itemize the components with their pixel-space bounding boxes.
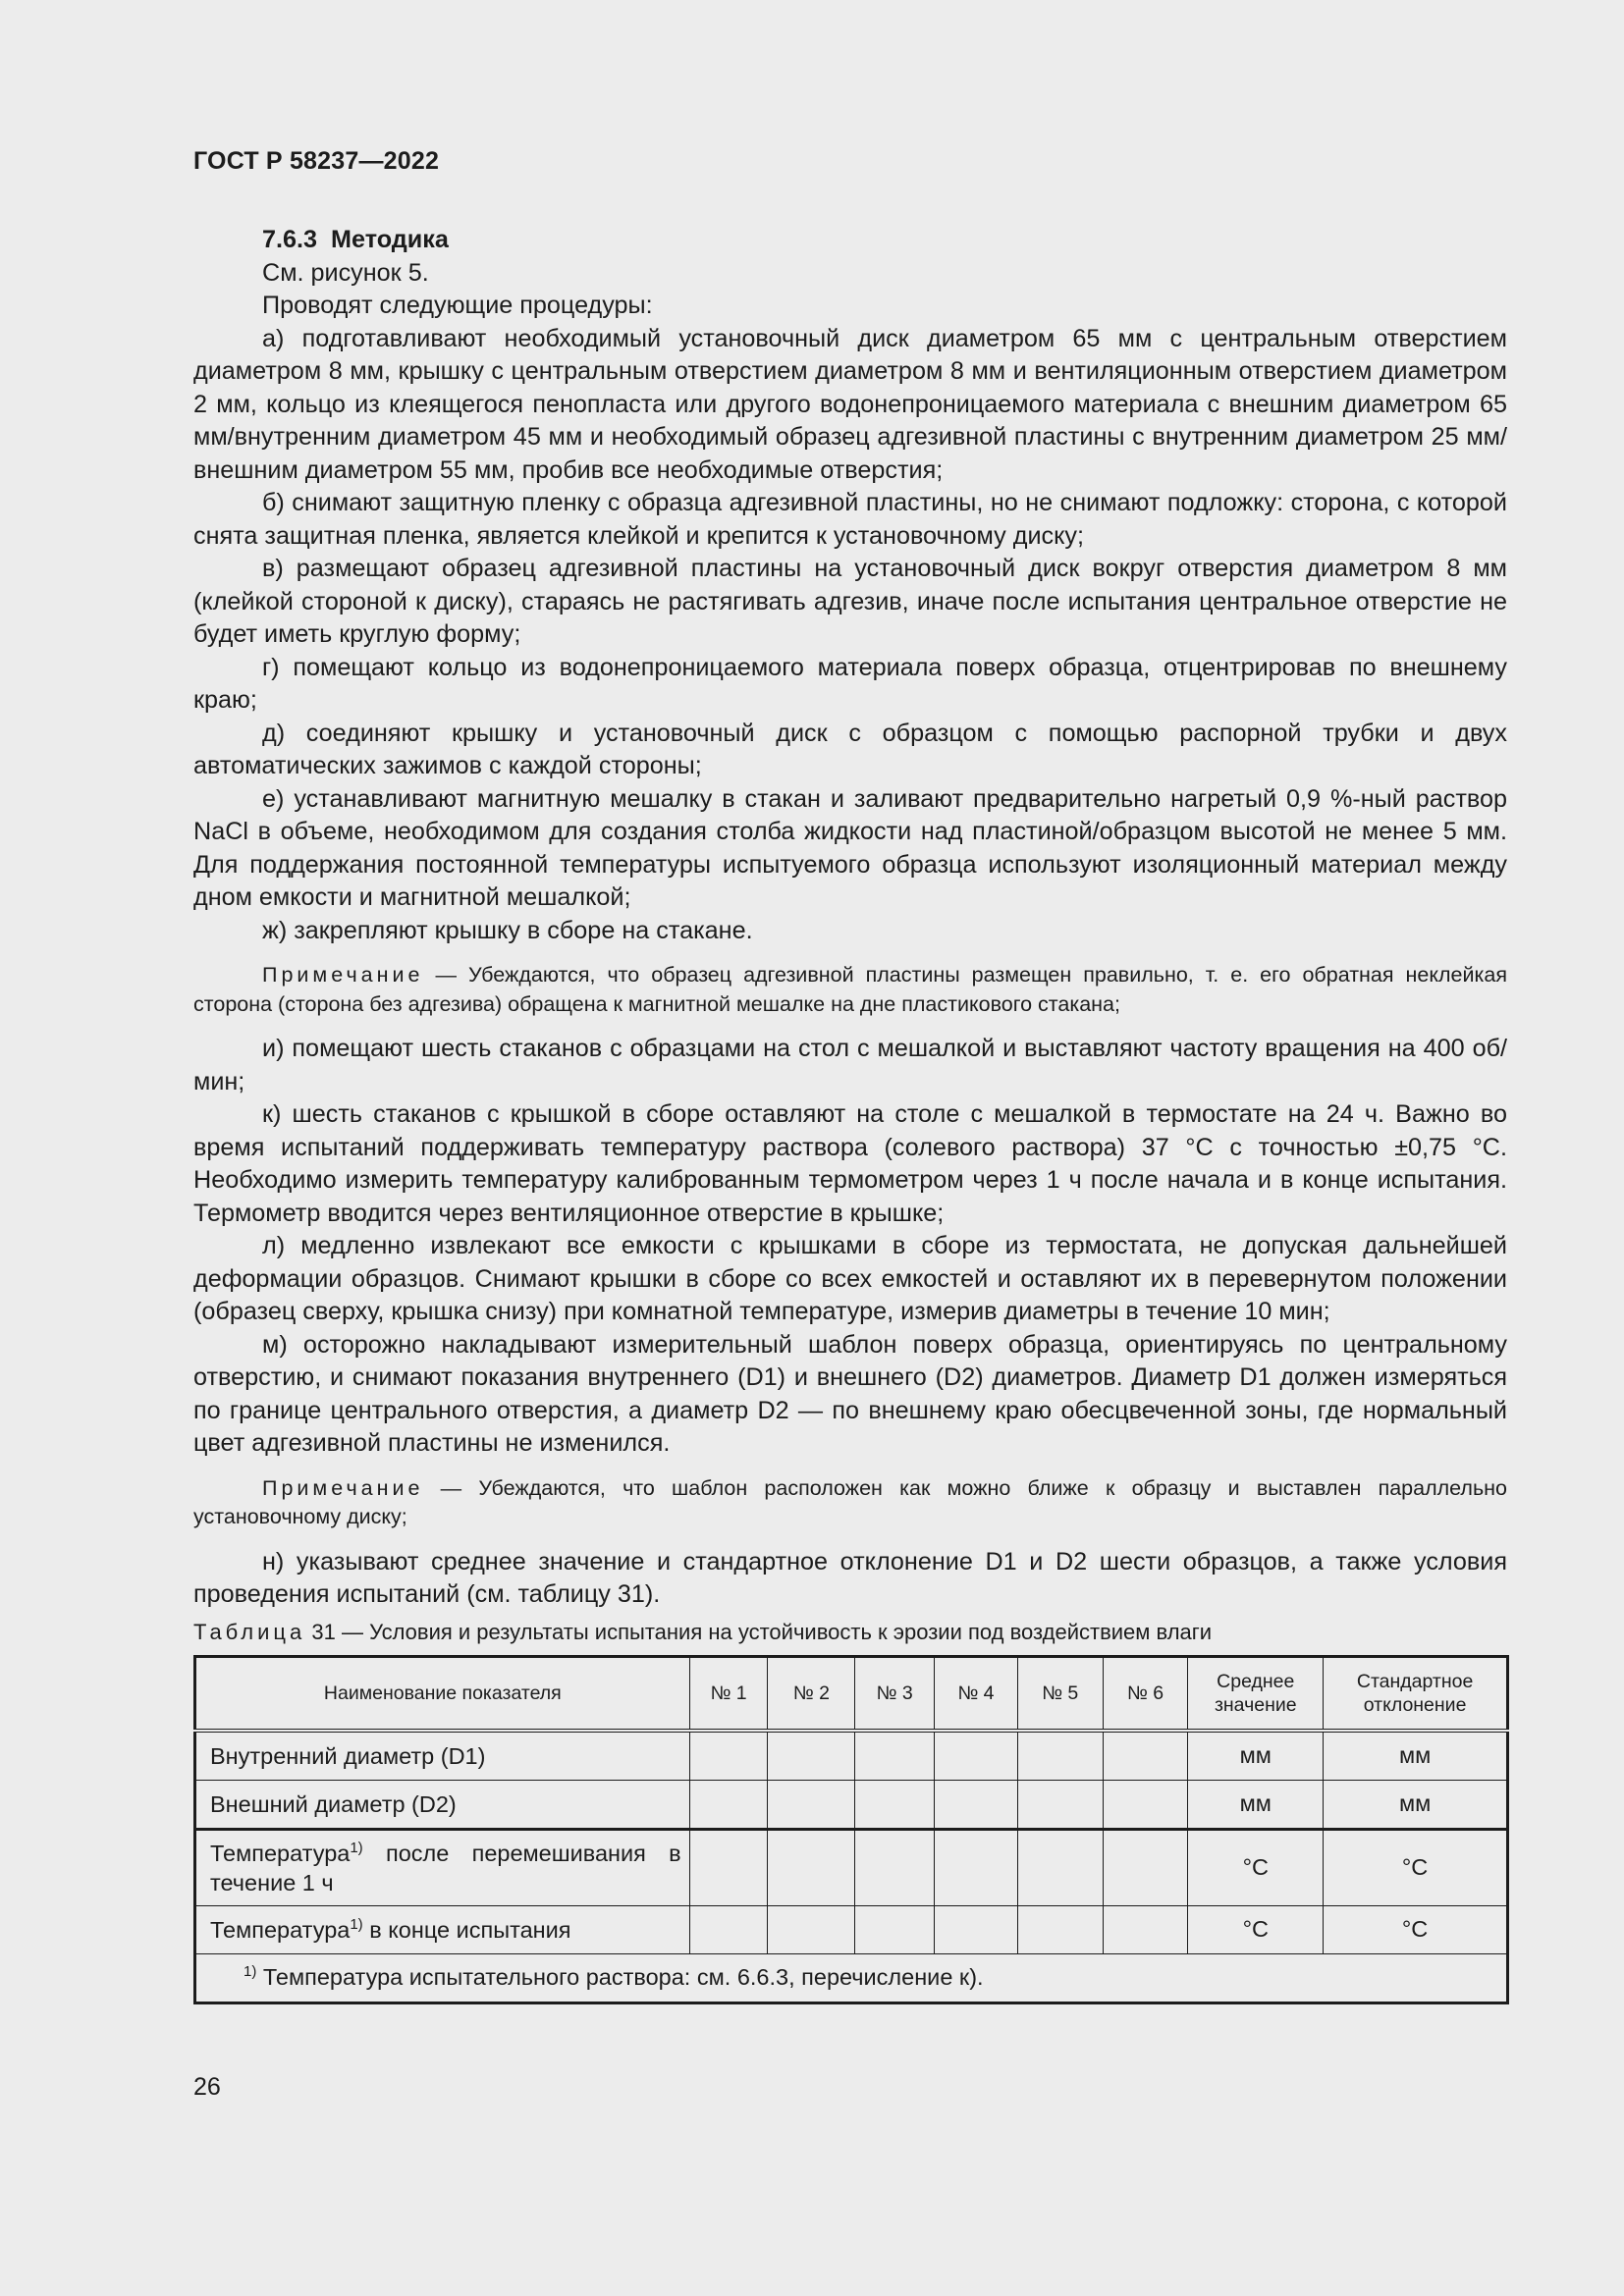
step-a: а) подготавливают необходимый установочный диск диаметром 65 мм с центральным отверстием диаметром 8 мм, крышку с центральным отверстием диаметром 8 мм и вентиляционным отверстием диаметром 2 мм, кольцо из клеящегося пенопласта или другого водонепроницаемого материала с внешним диаметром 65 мм/внутренним диаметром 45 мм и необходимый образец адгезивной пластины с внутренним диаметром 25 мм/внешним диаметром 55 мм, пробив все необходимые отверстия; <box>193 324 1507 484</box>
section-number: 7.6.3 <box>262 226 318 253</box>
cell-n2 <box>768 1905 855 1953</box>
row-name: Внешний диаметр (D2) <box>195 1780 690 1829</box>
cell-n5 <box>1017 1731 1103 1781</box>
header-mean: Среднее значение <box>1188 1656 1324 1731</box>
document-header: ГОСТ Р 58237—2022 <box>193 147 440 175</box>
section-heading <box>193 224 1507 257</box>
cell-n4 <box>935 1829 1018 1905</box>
cell-n3 <box>855 1780 935 1829</box>
table-caption-label: Таблица <box>193 1619 306 1644</box>
cell-n6 <box>1103 1829 1188 1905</box>
table-row <box>195 1731 1508 1781</box>
step-zh: ж) закрепляют крышку в сборе на стакане. <box>262 916 753 944</box>
footnote-text: Температура испытательного раствора: см. 6.6.3, перечисление к). <box>256 1963 984 1990</box>
table-caption <box>193 1618 1507 1647</box>
footnote-ref: 1) <box>350 1839 363 1856</box>
cell-n4 <box>935 1780 1018 1829</box>
row-name: Внутренний диаметр (D1) <box>195 1731 690 1781</box>
page-number: 26 <box>193 2073 221 2101</box>
results-table <box>193 1655 1509 2004</box>
cell-n1 <box>689 1731 768 1781</box>
cell-n6 <box>1103 1905 1188 1953</box>
row-name-part: после перемешивания в течение 1 ч <box>210 1840 681 1896</box>
cell-n5 <box>1017 1780 1103 1829</box>
table-row <box>195 1905 1508 1953</box>
step-l: л) медленно извлекают все емкости с крышками в сборе из термостата, не допуская дальнейшей деформации образцов. Снимают крышки в сборе со всех емкостей и оставляют их в перевернутом положении (образец сверху, крышка снизу) при комнатной температуре, измерив диаметры в течение 10 мин; <box>193 1232 1507 1325</box>
table-row <box>195 1780 1508 1829</box>
footnote-marker: 1) <box>244 1962 257 1980</box>
header-n5: № 5 <box>1017 1656 1103 1731</box>
cell-n3 <box>855 1829 935 1905</box>
cell-n1 <box>689 1829 768 1905</box>
step-b: б) снимают защитную пленку с образца адгезивной пластины, но не снимают подложку: сторона, с которой снята защитная пленка, является клейкой и крепится к установочному диску; <box>193 489 1507 550</box>
cell-n3 <box>855 1905 935 1953</box>
table-row <box>195 1829 1508 1905</box>
cell-std-unit: мм <box>1324 1731 1508 1781</box>
procedure-intro: Проводят следующие процедуры: <box>262 292 653 319</box>
table-footnote-row <box>195 1953 1508 2002</box>
row-name <box>195 1905 690 1953</box>
cell-mean-unit: °C <box>1188 1829 1324 1905</box>
header-n2: № 2 <box>768 1656 855 1731</box>
cell-n5 <box>1017 1829 1103 1905</box>
cell-n5 <box>1017 1905 1103 1953</box>
table-header-row <box>195 1656 1508 1731</box>
cell-std-unit: °C <box>1324 1829 1508 1905</box>
footnote-ref: 1) <box>350 1915 363 1933</box>
step-n: н) указывают среднее значение и стандартное отклонение D1 и D2 шести образцов, а также условия проведения испытаний (см. таблицу 31). <box>193 1547 1507 1608</box>
cell-n6 <box>1103 1731 1188 1781</box>
cell-std-unit: °C <box>1324 1905 1508 1953</box>
cell-mean-unit: °C <box>1188 1905 1324 1953</box>
cell-n6 <box>1103 1780 1188 1829</box>
note-2 <box>193 1474 1507 1532</box>
cell-mean-unit: мм <box>1188 1780 1324 1829</box>
row-name-part: в конце испытания <box>362 1916 571 1943</box>
header-n1: № 1 <box>689 1656 768 1731</box>
step-g: г) помещают кольцо из водонепроницаемого материала поверх образца, отцентрировав по внешнему краю; <box>193 653 1507 714</box>
step-i: и) помещают шесть стаканов с образцами на стол с мешалкой и выставляют частоту вращения на 400 об/мин; <box>193 1035 1507 1095</box>
note-label: Примечание <box>262 963 424 987</box>
header-std: Стандартное отклонение <box>1324 1656 1508 1731</box>
header-n3: № 3 <box>855 1656 935 1731</box>
cell-n4 <box>935 1905 1018 1953</box>
row-name-part: Температура <box>210 1840 351 1866</box>
page-content <box>193 224 1507 2004</box>
table-footnote <box>195 1953 1508 2002</box>
cell-mean-unit: мм <box>1188 1731 1324 1781</box>
note-1 <box>193 961 1507 1019</box>
cell-n4 <box>935 1731 1018 1781</box>
step-v: в) размещают образец адгезивной пластины на установочный диск вокруг отверстия диаметром 8 мм (клейкой стороной к диску), стараясь не растягивать адгезив, иначе после испытания центральное отверстие не будет иметь круглую форму; <box>193 555 1507 648</box>
cell-n2 <box>768 1829 855 1905</box>
row-name-part: Температура <box>210 1916 351 1943</box>
header-n4: № 4 <box>935 1656 1018 1731</box>
row-name <box>195 1829 690 1905</box>
cell-n2 <box>768 1731 855 1781</box>
header-name: Наименование показателя <box>195 1656 690 1731</box>
note-text: — Убеждаются, что образец адгезивной пластины размещен правильно, т. е. его обратная неклейкая сторона (сторона без адгезива) обращена к магнитной мешалке на дне пластикового стакана; <box>193 963 1507 1016</box>
step-k: к) шесть стаканов с крышкой в сборе оставляют на столе с мешалкой в термостате на 24 ч. Важно во время испытаний поддерживать температуру раствора (солевого раствора) 37 °C с точностью ±0,75 °C. Необходимо измерить температуру калиброванным термометром через 1 ч после начала и в конце испытания. Термометр вводится через вентиляционное отверстие в крышке; <box>193 1100 1507 1227</box>
cell-n2 <box>768 1780 855 1829</box>
step-e: е) устанавливают магнитную мешалку в стакан и заливают предварительно нагретый 0,9 %-ный раствор NaCl в объеме, необходимом для создания столба жидкости над пластиной/образцом высотой не менее 5 мм. Для поддержания постоянной температуры испытуемого образца используют изоляционный материал между дном емкости и магнитной мешалкой; <box>193 784 1507 911</box>
cell-n1 <box>689 1780 768 1829</box>
note-text: — Убеждаются, что шаблон расположен как можно ближе к образцу и выставлен параллельно установочному диску; <box>193 1475 1507 1528</box>
step-m: м) осторожно накладывают измерительный шаблон поверх образца, ориентируясь по центральному отверстию, и снимают показания внутреннего (D1) и внешнего (D2) диаметров. Диаметр D1 должен измеряться по границе центрального отверстия, а диаметр D2 — по внешнему краю обесцвеченной зоны, где нормальный цвет адгезивной пластины не изменился. <box>193 1330 1507 1457</box>
figure-reference: См. рисунок 5. <box>262 258 429 287</box>
header-n6: № 6 <box>1103 1656 1188 1731</box>
cell-n3 <box>855 1731 935 1781</box>
cell-n1 <box>689 1905 768 1953</box>
note-label: Примечание <box>262 1475 424 1500</box>
section-title: Методика <box>331 226 449 253</box>
step-d: д) соединяют крышку и установочный диск с образцом с помощью распорной трубки и двух автоматических зажимов с каждой стороны; <box>193 719 1507 779</box>
table-caption-text: 31 — Условия и результаты испытания на устойчивость к эрозии под воздействием влаги <box>305 1619 1213 1644</box>
cell-std-unit: мм <box>1324 1780 1508 1829</box>
